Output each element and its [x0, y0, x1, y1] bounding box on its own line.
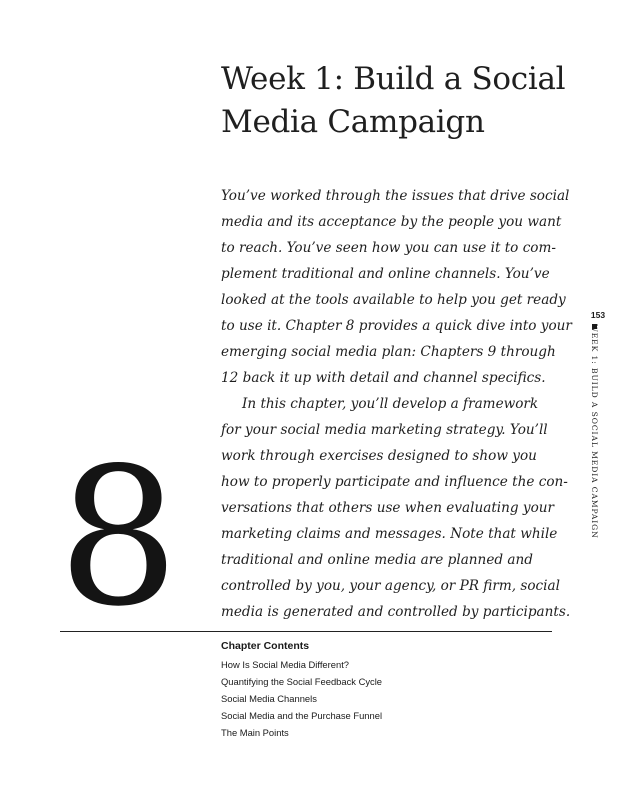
contents-item: Social Media Channels: [221, 693, 317, 704]
page-number: 153: [590, 310, 606, 320]
intro-line: work through exercises designed to show you: [221, 448, 537, 464]
intro-line: how to properly participate and influence the con-: [221, 474, 568, 490]
intro-line: emerging social media plan: Chapters 9 through: [221, 344, 556, 360]
intro-line: for your social media marketing strategy. You’ll: [221, 422, 548, 438]
contents-item: Quantifying the Social Feedback Cycle: [221, 676, 383, 687]
contents-item: Social Media and the Purchase Funnel: [221, 710, 383, 721]
chapter-title: [221, 58, 581, 144]
intro-line: versations that others use when evaluating your: [221, 500, 555, 516]
intro-line: media and its acceptance by the people you want: [221, 214, 562, 230]
contents-item: How Is Social Media Different?: [221, 659, 350, 670]
intro-line: media is generated and controlled by participants.: [221, 604, 571, 620]
chapter-title-line: Week 1: Build a Social: [221, 61, 566, 97]
chapter-number: 8: [58, 427, 175, 648]
intro-line: 12 back it up with detail and channel specifics.: [221, 370, 546, 386]
intro-line: looked at the tools available to help you get ready: [221, 292, 566, 308]
chapter-contents: [221, 639, 521, 741]
chapter-contents-list: [221, 656, 521, 741]
intro-paragraph-1: [221, 183, 572, 391]
chapter-intro: [221, 183, 572, 625]
intro-paragraph-2: [221, 391, 571, 625]
intro-line: to use it. Chapter 8 provides a quick dive into your: [221, 318, 572, 334]
intro-line: controlled by you, your agency, or PR firm, social: [221, 578, 560, 594]
chapter-contents-heading: Chapter Contents: [221, 640, 310, 652]
intro-line: You’ve worked through the issues that drive social: [221, 188, 570, 204]
chapter-title-line: Media Campaign: [221, 104, 485, 140]
intro-line: to reach. You’ve seen how you can use it to com-: [221, 240, 556, 256]
intro-line: In this chapter, you’ll develop a framework: [242, 396, 539, 412]
running-head: WEEK 1: BUILD A SOCIAL MEDIA CAMPAIGN: [590, 324, 599, 539]
intro-line: traditional and online media are planned and: [221, 552, 533, 568]
intro-line: marketing claims and messages. Note that while: [221, 526, 558, 542]
contents-item: The Main Points: [221, 727, 289, 738]
intro-line: plement traditional and online channels. You’ve: [221, 266, 550, 282]
divider-rule: [60, 631, 552, 632]
